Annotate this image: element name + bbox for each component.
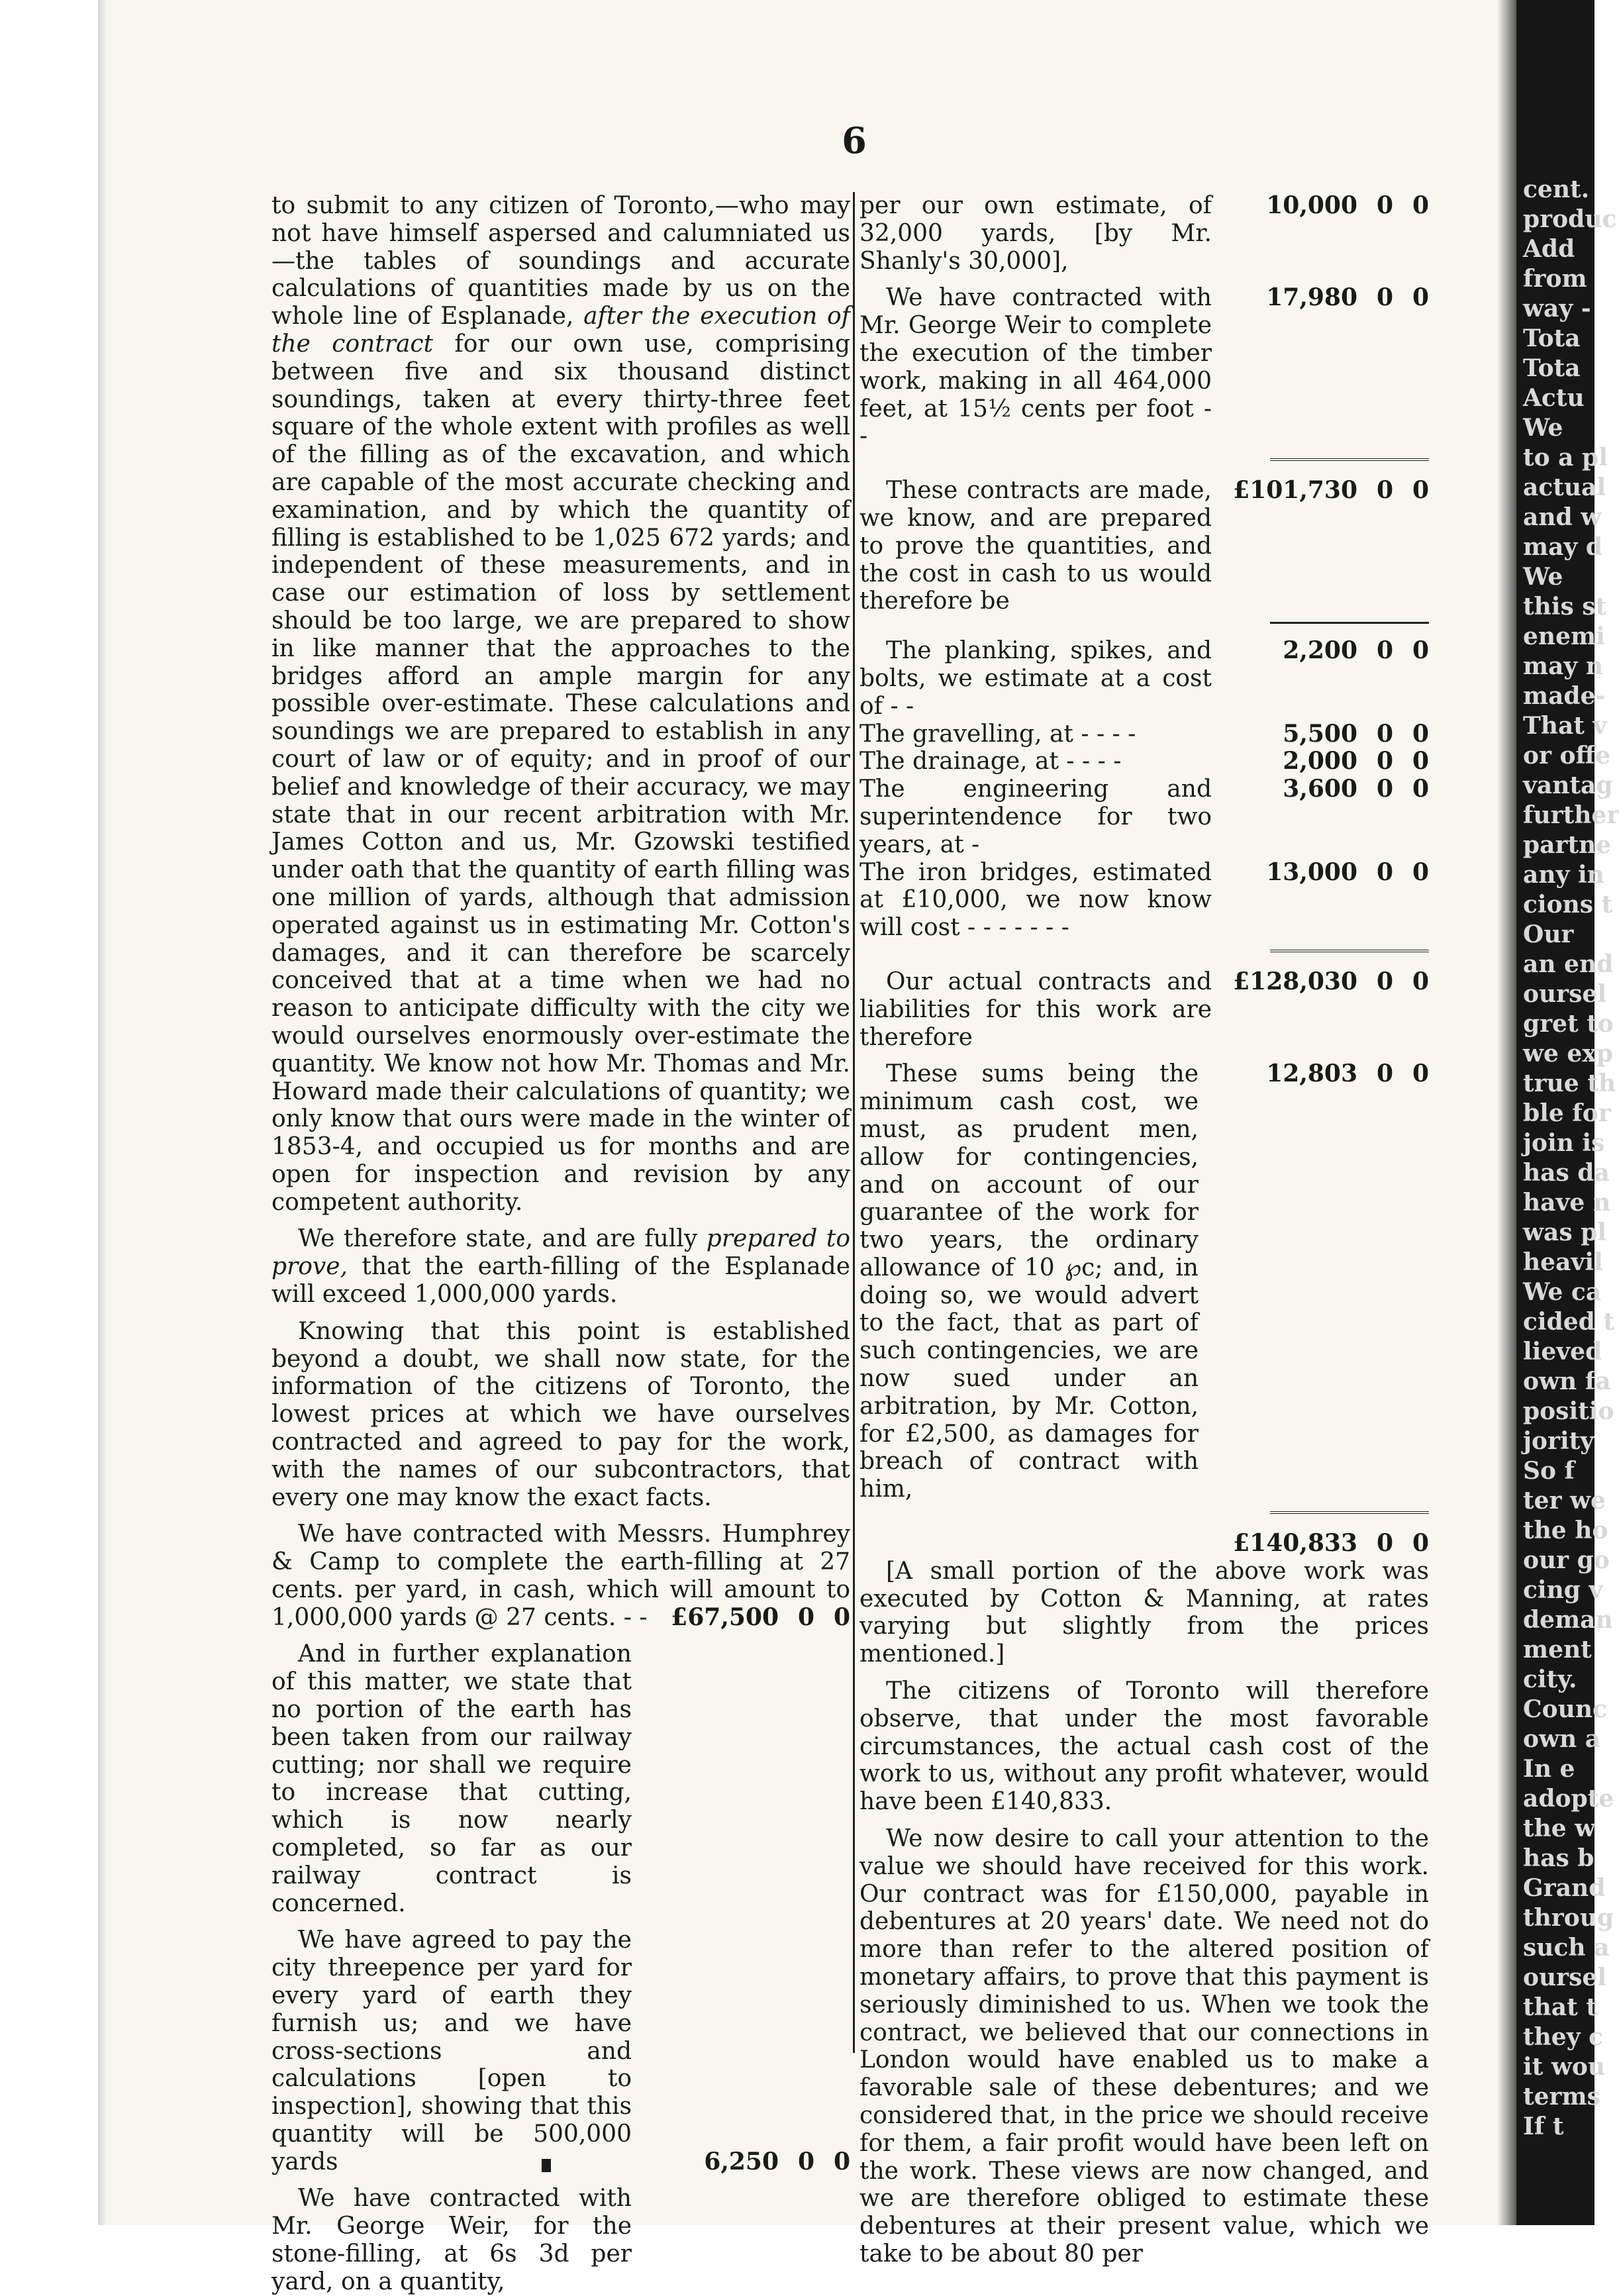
subtotal-rule-3	[1270, 950, 1429, 952]
total-rule	[1270, 1511, 1429, 1514]
col3-fragment: partne	[1523, 831, 1612, 859]
col3-fragment: oursel	[1523, 980, 1606, 1008]
col3-fragment: In e	[1523, 1755, 1575, 1783]
col3-fragment: further	[1523, 801, 1619, 829]
col3-fragment: our go	[1523, 1546, 1610, 1574]
col1-entry-humphrey-camp: We have contracted with Messrs. Humphrey & Camp to complete the earth-filling at 27 cents. per yard, in cash, which will amount to 1,000,000 yards @ 27 cents. - -	[271, 1521, 850, 1631]
col1-entry-stone-filling: We have contracted with Mr. George Weir, for the stone-filling, at 6s 3d per yard, on a quantity,	[271, 2185, 632, 2295]
col3-fragment: positio	[1523, 1397, 1614, 1425]
col2-entry-liabilities-total: Our actual contracts and liabilities for this work are therefore £128,030 0 0	[859, 967, 1429, 1051]
col2-grand-total: £140,833 0 0	[1233, 1529, 1429, 1558]
col3-fragment: any in	[1523, 861, 1604, 889]
col3-fragment: true th	[1523, 1070, 1616, 1097]
col3-fragment: this st	[1523, 593, 1607, 621]
col3-fragment: Grand	[1523, 1874, 1606, 1902]
col3-fragment: We	[1523, 414, 1563, 442]
col2-entry-timber: We have contracted with Mr. George Weir to complete the execution of the timber work, making in all 464,000 feet, at 15½ cents per foot - - 17,980 0 0	[859, 283, 1429, 450]
col3-fragment: cions t	[1523, 891, 1613, 919]
col1-entry-explanation: And in further explanation of this matter, we state that no portion of the earth has been taken from our railway cutting; nor shall we require to increase that cutting, which is now nearly completed, so far as our railway contract is concerned.	[271, 1640, 632, 1917]
col3-fragment: cent.	[1523, 175, 1590, 203]
col3-fragment: to a pl	[1523, 444, 1608, 472]
col2-entry-contracts-subtotal: These contracts are made, we know, and are prepared to prove the quantities, and the cost in cash to us would therefore be £101,730 0 0	[859, 476, 1429, 615]
col3-fragment: ter we	[1523, 1487, 1606, 1515]
col1-entry-city-earth: We have agreed to pay the city threepence per yard for every yard of earth they furnish us; and we have cross-sections and calculations [open to inspection], showing that this quantity will be 500,000 yards	[271, 1926, 632, 2175]
col3-fragment: oursel	[1523, 1964, 1606, 1991]
col3-fragment: own fa	[1523, 1368, 1611, 1395]
col3-fragment: ment	[1523, 1636, 1592, 1664]
col3-fragment: and w	[1523, 503, 1602, 531]
col3-fragment: have n	[1523, 1189, 1611, 1217]
subtotal-rule-1	[1270, 458, 1429, 461]
subtotal-rule-2	[1270, 622, 1429, 624]
col3-fragment: Add	[1523, 235, 1575, 263]
col3-fragment: Tota	[1523, 324, 1581, 352]
col3-fragment: Tota	[1523, 354, 1581, 382]
col3-fragment: We	[1523, 563, 1563, 591]
col3-fragment: Counc	[1523, 1695, 1607, 1723]
column-1	[271, 192, 850, 2296]
col1-amount-row-2: 6,250 0 0	[704, 2147, 850, 2175]
col3-fragment: may d	[1523, 533, 1603, 561]
col3-fragment: or offe	[1523, 742, 1610, 770]
col3-fragment: city.	[1523, 1666, 1577, 1693]
col3-fragment: If t	[1523, 2113, 1564, 2140]
col3-fragment: So f	[1523, 1457, 1575, 1485]
col2-note: [A small portion of the above work was executed by Cotton & Manning, at rates varying but slightly from the prices mentioned.]	[859, 1557, 1429, 1668]
col3-fragment: enemi	[1523, 623, 1605, 650]
col3-fragment: made-	[1523, 682, 1606, 710]
col3-fragment: the ho	[1523, 1517, 1608, 1544]
col3-fragment: the w	[1523, 1815, 1596, 1842]
col3-fragment: lieved	[1523, 1338, 1602, 1366]
col1-paragraph-2: We therefore state, and are fully prepared to prove, that the earth-filling of the Esplanade will exceed 1,000,000 yards.	[271, 1225, 850, 1309]
col2-entry-drainage: The drainage, at - - - - 2,000 0 0	[859, 747, 1429, 775]
col3-fragment: Our	[1523, 921, 1574, 948]
column-2	[859, 192, 1429, 2277]
column-divider	[853, 192, 855, 2053]
col3-fragment: was pl	[1523, 1219, 1606, 1246]
binding-gradient	[1498, 0, 1516, 2225]
col2-entry-stone-quantity: per our own estimate, of 32,000 yards, [by Mr. Shanly's 30,000], 10,000 0 0	[859, 191, 1429, 275]
col3-fragment: from	[1523, 265, 1587, 293]
col3-fragment: it wou	[1523, 2053, 1606, 2081]
col3-fragment: heavil	[1523, 1248, 1603, 1276]
col2-entry-gravelling: The gravelling, at - - - - 5,500 0 0	[859, 719, 1429, 748]
col2-entry-engineering: The engineering and superintendence for two years, at - 3,600 0 0	[859, 775, 1429, 858]
col3-fragment: they c	[1523, 2023, 1604, 2051]
col1-amount-row-1: £67,500 0 0	[671, 1603, 850, 1631]
col3-fragment: ble for	[1523, 1099, 1611, 1127]
col2-paragraph-observe: The citizens of Toronto will therefore observe, that under the most favorable circumstances, the actual cash cost of the work to us, without any profit whatever, would have been £140,833.	[859, 1677, 1429, 1816]
printer-mark	[542, 2159, 551, 2172]
col3-fragment: cided t	[1523, 1308, 1615, 1336]
col3-fragment: That v	[1523, 712, 1607, 740]
col1-paragraph-1: to submit to any citizen of Toronto,—who may not have himself aspersed and calumniated us—the tables of soundings and accurate calculations of quantities made by us on the whole line of Esplanade, after the execution of the contract for our own use, comprising between five and six thousand distinct soundings, taken at every thirty-three feet square of the whole extent with profiles as well of the filling as of the excavation, and which are capable of the most accurate checking and examination, and by which the quantity of filling is established to be 1,025 672 yards; and independent of these measurements, and in case our estimation of loss by settlement should be too large, we are prepared to show in like manner that the approaches to the bridges afford an ample margin for any possible over-estimate. These calculations and soundings we are prepared to establish in any court of law or of equity; and in proof of our belief and knowledge of their accuracy, we may state that in our recent arbitration with Mr. James Cotton and us, Mr. Gzowski testified under oath that the quantity of earth filling was one million of yards, although that admission operated against us in estimating Mr. Cotton's damages, and it can therefore be scarcely conceived that at a time when we had no reason to anticipate difficulty with the city we would ourselves enormously over-estimate the quantity. We know not how Mr. Thomas and Mr. Howard made their calculations of quantity; we only know that ours were made in the winter of 1853-4, and occupied us for months and are open for inspection and revision by any competent authority.	[271, 192, 850, 1216]
col2-paragraph-value: We now desire to call your attention to the value we should have received for this work. Our contract was for £150,000, payable in debentures at 20 years' date. We need not do more than refer to the altered position of monetary affairs, to prove that this payment is seriously diminished to us. When we took the contract, we believed that our connections in London would have enabled us to make a favorable sale of these debentures; and we considered that, in the price we should receive for them, a fair profit would have been left on the work. These views are now changed, and we are therefore obliged to estimate these debentures at their present value, which we take to be about 80 per	[859, 1825, 1429, 2268]
col3-fragment: we exp	[1523, 1040, 1613, 1068]
col3-fragment: actual	[1523, 474, 1606, 501]
page-number: 6	[842, 119, 867, 162]
col3-fragment: has da	[1523, 1159, 1610, 1187]
col3-fragment: produc	[1523, 205, 1617, 233]
col3-fragment: such a	[1523, 1934, 1610, 1962]
col3-fragment: may n	[1523, 652, 1604, 680]
col3-fragment: gret to	[1523, 1010, 1614, 1038]
col3-fragment: Actu	[1523, 384, 1585, 412]
col3-fragment: that t	[1523, 1993, 1597, 2021]
col3-fragment: terms	[1523, 2083, 1600, 2111]
col3-fragment: jority	[1523, 1427, 1594, 1455]
col3-fragment: adopte	[1523, 1785, 1614, 1813]
col3-fragment: throug	[1523, 1904, 1614, 1932]
col3-fragment: cing v	[1523, 1576, 1603, 1604]
col2-entry-iron-bridges: The iron bridges, estimated at £10,000, we now know will cost - - - - - - - 13,000 0 0	[859, 858, 1429, 942]
col3-fragment: way -	[1523, 295, 1591, 323]
col2-entry-contingencies: These sums being the minimum cash cost, we must, as prudent men, allow for contingencies, and on account of our guarantee of the work for two years, the ordinary allowance of 10 ℘c; and, in doing so, we would advert to the fact, that as part of such contingencies, we are now sued under an arbitration, by Mr. Cotton, for £2,500, as damages for breach of contract with him, 12,803 0 0	[859, 1060, 1429, 1503]
col1-paragraph-3: Knowing that this point is established beyond a doubt, we shall now state, for the information of the citizens of Toronto, the lowest prices at which we have ourselves contracted and agreed to pay for the work, with the names of our subcontractors, that every one may know the exact facts.	[271, 1317, 850, 1511]
col3-fragment: We ca	[1523, 1278, 1602, 1306]
col2-entry-planking: The planking, spikes, and bolts, we estimate at a cost of - - 2,200 0 0	[859, 636, 1429, 720]
col3-fragment: deman	[1523, 1606, 1613, 1634]
col3-fragment: an end	[1523, 950, 1614, 978]
col3-fragment: has b	[1523, 1844, 1594, 1872]
col3-fragment: own a	[1523, 1725, 1601, 1753]
col3-fragment: join is	[1523, 1129, 1605, 1157]
col3-fragment: vantag	[1523, 772, 1613, 799]
